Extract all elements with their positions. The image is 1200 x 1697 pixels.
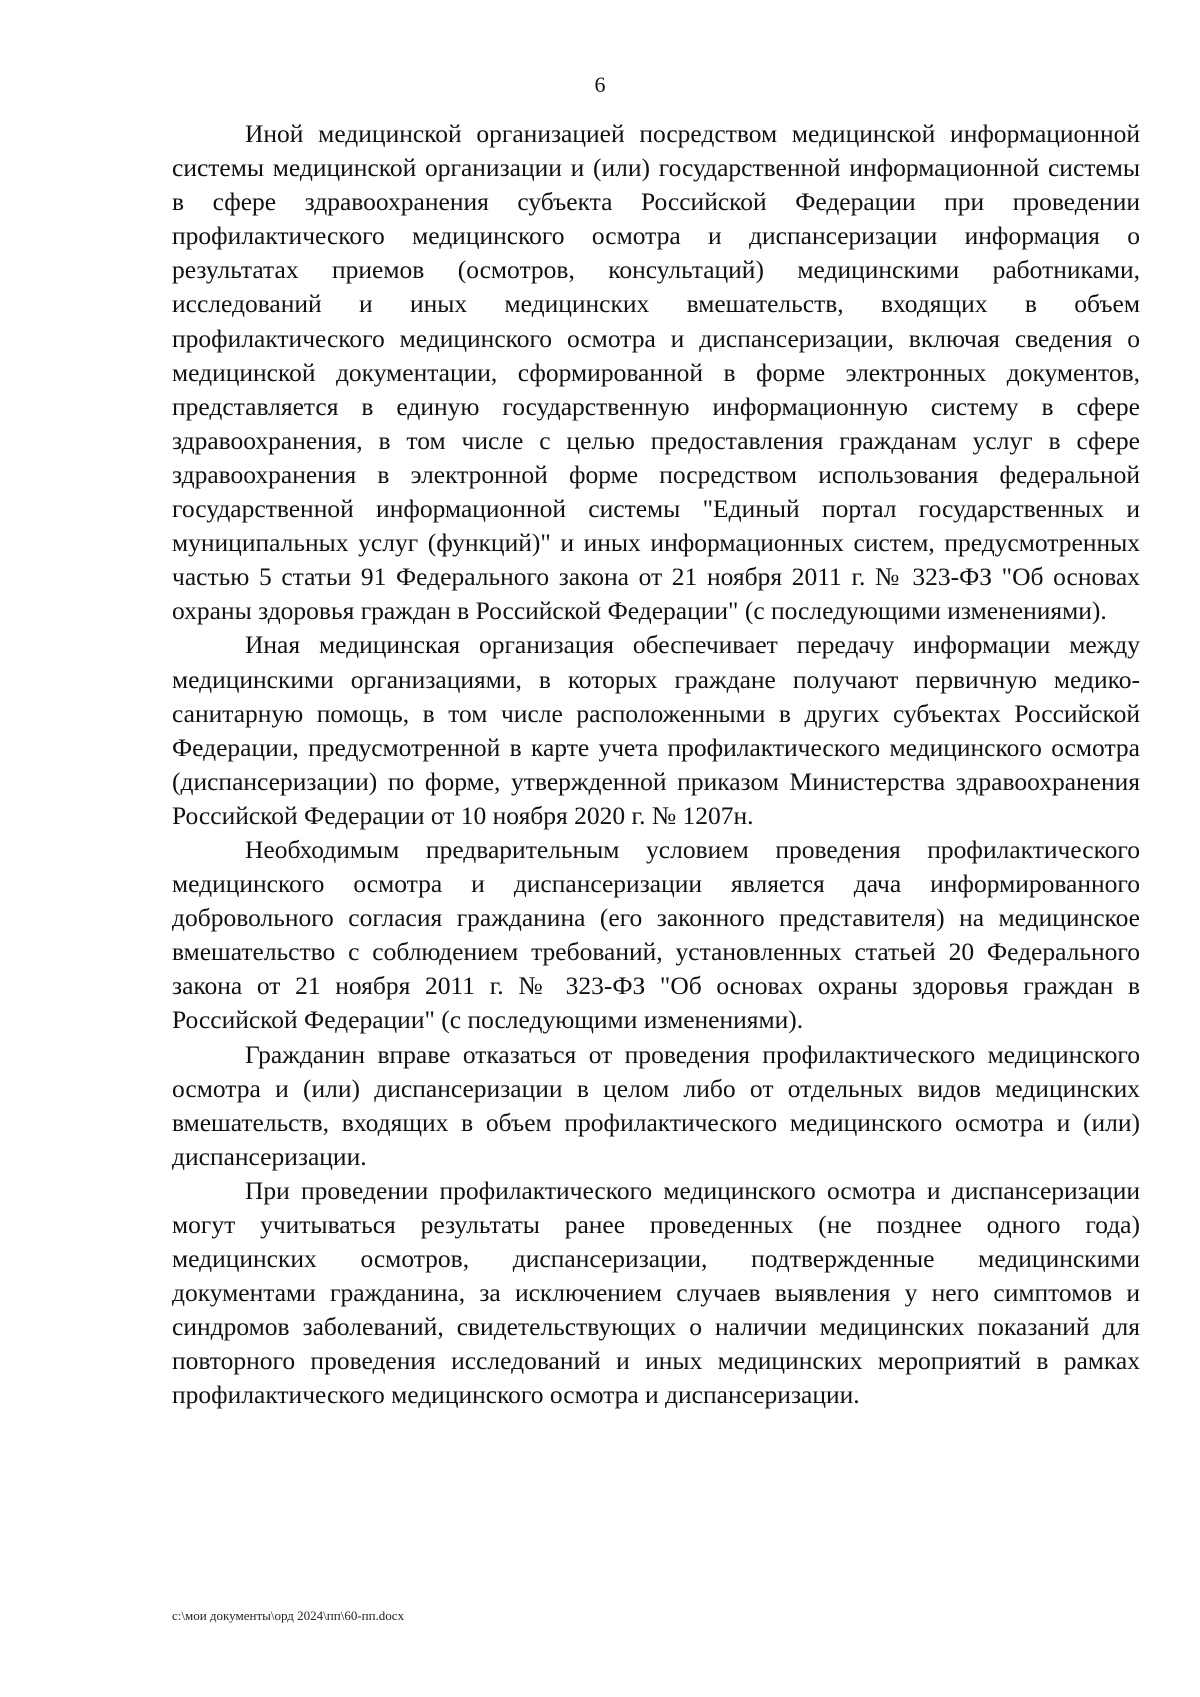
page-number: 6 bbox=[594, 72, 606, 97]
paragraph-4: Гражданин вправе отказаться от проведения профилактического медицинского осмотра и (или) диспансеризации в целом либо от отдельных видов медицинских вмешательств, входящих в объем профилактического медицинского осмотра и (или) диспансеризации. bbox=[172, 1039, 1140, 1171]
paragraph-3: Необходимым предварительным условием проведения профилактического медицинского осмотра и диспансеризации является дача информированного добровольного согласия гражданина (его законного представителя) на медицинское вмешательство с соблюдением требований, установленных статьей 20 Федерального закона от 21 ноября 2011 г. № 323-ФЗ "Об основах охраны здоровья граждан в Российской Федерации" (с последующими изменениями). bbox=[172, 834, 1140, 1035]
document-body bbox=[172, 117, 1140, 1413]
paragraph-2: Иная медицинская организация обеспечивает передачу информации между медицинскими организациями, в которых граждане получают первичную медико-санитарную помощь, в том числе расположенными в других субъектах Российской Федерации, предусмотренной в карте учета профилактического медицинского осмотра (диспансеризации) по форме, утвержденной приказом Министерства здравоохранения Российской Федерации от 10 ноября 2020 г. № 1207н. bbox=[172, 630, 1140, 830]
footer-file-path: c:\мои документы\орд 2024\пп\60-пп.docx bbox=[172, 1608, 405, 1623]
paragraph-5: При проведении профилактического медицинского осмотра и диспансеризации могут учитываться результаты ранее проведенных (не позднее одного года) медицинских осмотров, диспансеризации, подтвержденные медицинскими документами гражданина, за исключением случаев выявления у него симптомов и синдромов заболеваний, свидетельствующих о наличии медицинских показаний для повторного проведения исследований и иных медицинских мероприятий в рамках профилактического медицинского осмотра и диспансеризации. bbox=[172, 1175, 1140, 1410]
paragraph-1: Иной медицинской организацией посредством медицинской информационной системы медицинской организации и (или) государственной информационной системы в сфере здравоохранения субъекта Российской Федерации при проведении профилактического медицинского осмотра и диспансеризации информация о результатах приемов (осмотров, консультаций) медицинскими работниками, исследований и иных медицинских вмешательств, входящих в объем профилактического медицинского осмотра и диспансеризации, включая сведения о медицинской документации, сформированной в форме электронных документов, представляется в единую государственную информационную систему в сфере здравоохранения, в том числе с целью предоставления гражданам услуг в сфере здравоохранения в электронной форме посредством использования федеральной государственной информационной системы "Единый портал государственных и муниципальных услуг (функций)" и иных информационных систем, предусмотренных частью 5 статьи 91 Федерального закона от 21 ноября 2011 г. № 323-ФЗ "Об основах охраны здоровья граждан в Российской Федерации" (с последующими изменениями). bbox=[172, 119, 1140, 626]
